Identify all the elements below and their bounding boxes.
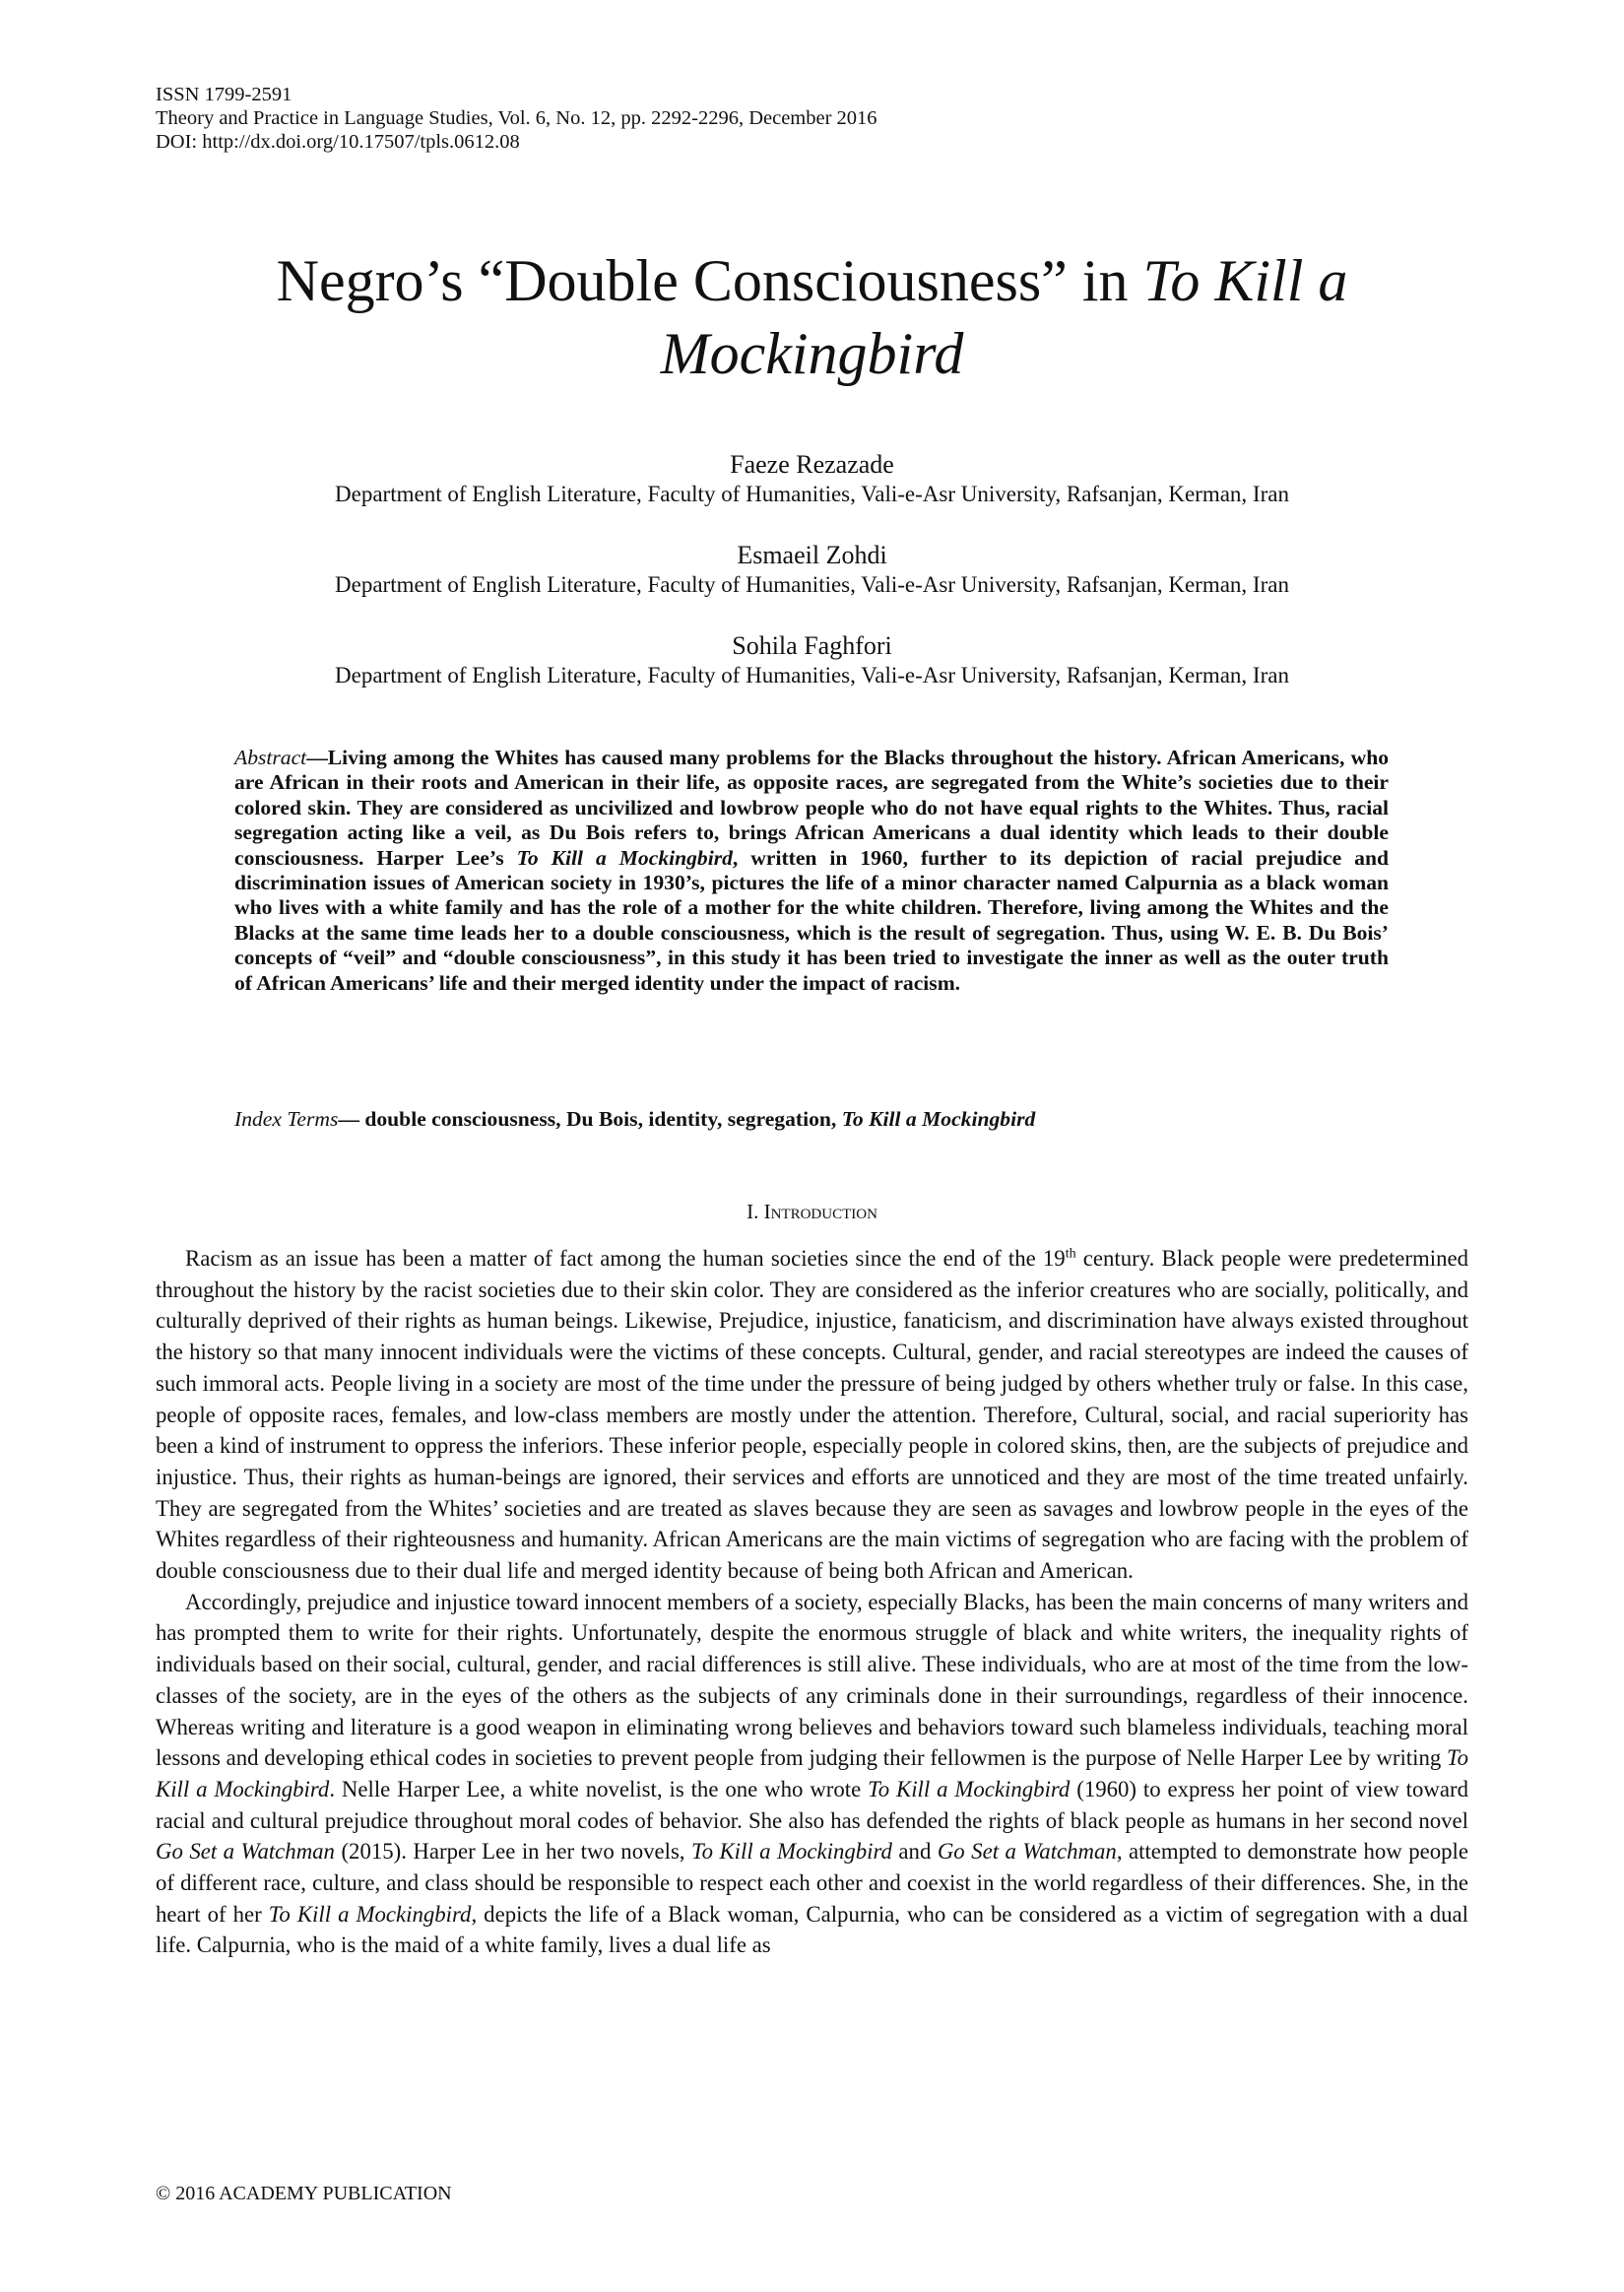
author-name: Sohila Faghfori bbox=[732, 631, 892, 660]
paragraph-text: , depicts the life of a Black woman, Calpurnia, who can be considered as a victim of segregation with a dual life. Calpurnia, who is the maid of a white family, lives a dual life as bbox=[156, 1901, 1468, 1958]
journal-citation-line: Theory and Practice in Language Studies, Vol. 6, No. 12, pp. 2292-2296, December 2016 bbox=[156, 107, 877, 129]
author-block bbox=[156, 540, 1468, 599]
author-affiliation: Department of English Literature, Faculty of Humanities, Vali-e-Asr University, Rafsanjan, Kerman, Iran bbox=[335, 482, 1289, 506]
abstract-text-2: , written in 1960, further to its depiction of racial prejudice and discrimination issues of American society in 1930’s, pictures the life of a minor character named Calpurnia as a black woman who lives with a white family and has the role of a mother for the white children. Therefore, living among the Whites and the Blacks at the same time leads her to a double consciousness, which is the result of segregation. Thus, using W. E. B. Du Bois’ concepts of “veil” and “double consciousness”, in this study it has been tried to investigate the inner as well as the outer truth of African Americans’ life and their merged identity under the impact of racism. bbox=[234, 845, 1389, 995]
index-terms-text: — double consciousness, Du Bois, identity, segregation, bbox=[338, 1107, 842, 1131]
section-number: I. bbox=[747, 1200, 764, 1223]
abstract-italic-title: To Kill a Mockingbird bbox=[516, 845, 733, 870]
paragraph bbox=[156, 1587, 1468, 1961]
section-title: Introduction bbox=[763, 1200, 877, 1223]
copyright-footer: © 2016 ACADEMY PUBLICATION bbox=[156, 2183, 452, 2204]
paragraph-text: (1960) to express her point of view toward racial and cultural prejudice throughout moral codes of behavior. She also has defended the rights of black people as humans in her second novel bbox=[156, 1776, 1468, 1833]
body-text bbox=[156, 1243, 1468, 1961]
paragraph-text: , attempted to demonstrate how people of different race, culture, and class should be responsible to respect each other and coexist in the world regardless of their differences. She, in the heart of her bbox=[156, 1839, 1468, 1927]
italic-title: To Kill a Mockingbird bbox=[268, 1901, 472, 1927]
author-affiliation: Department of English Literature, Faculty of Humanities, Vali-e-Asr University, Rafsanjan, Kerman, Iran bbox=[335, 663, 1289, 688]
abstract bbox=[234, 746, 1389, 996]
paper-title bbox=[156, 244, 1468, 390]
abstract-label: Abstract bbox=[234, 746, 307, 769]
superscript: th bbox=[1065, 1246, 1076, 1262]
paragraph-text: . Nelle Harper Lee, a white novelist, is the one who wrote bbox=[329, 1776, 869, 1801]
paragraph-text: Accordingly, prejudice and injustice toward innocent members of a society, especially Blacks, has been the main concerns of many writers and has prompted them to write for their rights. Unfortunately, despite the enormous struggle of black and white writers, the inequality rights of individuals based on their social, cultural, gender, and racial differences is still alive. These individuals, who are at most of the time from the low-classes of the society, are in the eyes of the others as the subjects of any criminals done in their surroundings, regardless of their innocence. Whereas writing and literature is a good weapon in eliminating wrong believes and behaviors toward such blameless individuals, teaching moral lessons and developing ethical codes in societies to prevent people from judging their fellowmen is the purpose of Nelle Harper Lee by writing bbox=[156, 1589, 1468, 1771]
paragraph-text: Racism as an issue has been a matter of fact among the human societies since the end of the 19 bbox=[185, 1246, 1066, 1271]
italic-title: To Kill a Mockingbird bbox=[868, 1776, 1071, 1801]
paragraph-text: century. Black people were predetermined throughout the history by the racist societies due to their skin color. They are considered as the inferior creatures who are socially, politically, and culturally deprived of their rights as human beings. Likewise, Prejudice, injustice, fanaticism, and discrimination have always existed throughout the history so that many innocent individuals were the victims of these concepts. Cultural, gender, and racial stereotypes are indeed the causes of such immoral acts. People living in a society are most of the time under the pressure of being judged by others whether truly or false. In this case, people of opposite races, females, and low-class members are mostly under the attention. Therefore, Cultural, social, and racial superiority has been a kind of instrument to oppress the inferiors. These inferior people, especially people in colored skins, then, are the subjects of prejudice and injustice. Thus, their rights as human-beings are ignored, their services and efforts are unnoticed and they are most of the time treated unfairly. They are segregated from the Whites’ societies and are treated as slaves because they are seen as savages and lowbrow people in the eyes of the Whites regardless of their righteousness and humanity. African Americans are the main victims of segregation who are facing with the problem of double consciousness due to their dual life and merged identity because of being both African and American. bbox=[156, 1246, 1469, 1584]
title-italic-1: To Kill a bbox=[1142, 248, 1348, 313]
paragraph-text: and bbox=[891, 1839, 938, 1865]
title-plain: Negro’s “Double Consciousness” in bbox=[276, 248, 1143, 313]
section-heading bbox=[156, 1199, 1468, 1224]
author-list bbox=[156, 449, 1468, 721]
italic-title: Go Set a Watchman bbox=[937, 1839, 1117, 1865]
author-block bbox=[156, 449, 1468, 508]
italic-title: Go Set a Watchman bbox=[156, 1839, 335, 1865]
author-affiliation: Department of English Literature, Faculty of Humanities, Vali-e-Asr University, Rafsanjan, Kerman, Iran bbox=[335, 572, 1289, 597]
index-terms bbox=[234, 1107, 1389, 1132]
abstract-text-1: —Living among the Whites has caused many problems for the Blacks throughout the history. African Americans, who are African in their roots and American in their life, as opposite races, are segregated from the White’s societies due to their colored skin. They are considered as uncivilized and lowbrow people who do not have equal rights to the Whites. Thus, racial segregation acting like a veil, as Du Bois refers to, brings African Americans a dual identity which leads to their double consciousness. Harper Lee’s bbox=[234, 746, 1389, 870]
journal-header bbox=[156, 83, 877, 154]
paragraph bbox=[156, 1243, 1468, 1587]
doi-line: DOI: http://dx.doi.org/10.17507/tpls.0612.08 bbox=[156, 131, 520, 153]
author-name: Esmaeil Zohdi bbox=[737, 541, 887, 569]
paragraph-text: (2015). Harper Lee in her two novels, bbox=[334, 1839, 691, 1865]
issn-line: ISSN 1799-2591 bbox=[156, 84, 292, 105]
title-italic-2: Mockingbird bbox=[660, 321, 964, 386]
index-terms-label: Index Terms bbox=[234, 1107, 339, 1131]
italic-title: To Kill a Mockingbird bbox=[156, 1745, 1468, 1801]
index-terms-italic: To Kill a Mockingbird bbox=[841, 1107, 1036, 1131]
author-name: Faeze Rezazade bbox=[730, 450, 894, 479]
italic-title: To Kill a Mockingbird bbox=[691, 1839, 892, 1865]
author-block bbox=[156, 630, 1468, 689]
